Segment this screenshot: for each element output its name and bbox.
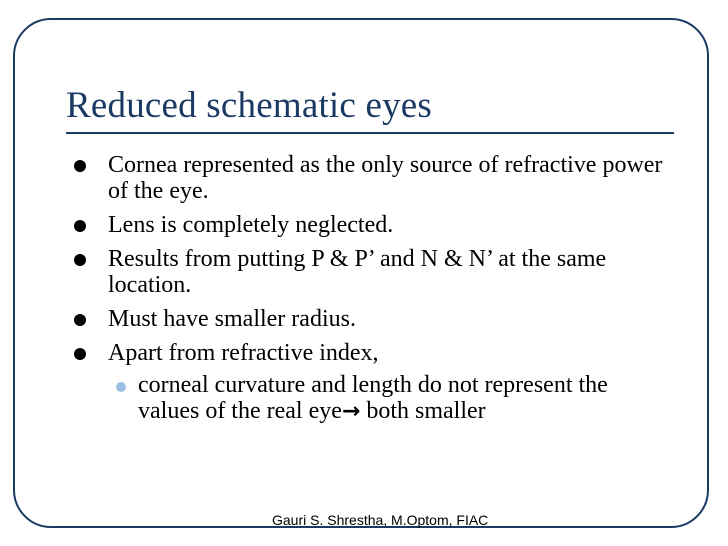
title-underline: [66, 132, 674, 134]
bullet-item: [74, 152, 674, 204]
arrow-right-icon: →: [341, 399, 361, 424]
sub-bullet-dot-icon: [116, 382, 126, 392]
bullet-dot-icon: [74, 160, 86, 172]
bullet-text: Must have smaller radius.: [108, 306, 356, 332]
bullet-dot-icon: [74, 348, 86, 360]
sub-bullet-item: [108, 372, 674, 425]
bullet-dot-icon: [74, 220, 86, 232]
slide-footer: Gauri S. Shrestha, M.Optom, FIAC: [272, 512, 489, 528]
sub-bullet-text-end: both smaller: [366, 398, 486, 424]
slide-title: Reduced schematic eyes: [66, 85, 433, 126]
sub-bullet-text: corneal curvature and length do not represent the values of the real eye: [138, 372, 608, 424]
bullet-list: [74, 152, 674, 425]
bullet-text: Cornea represented as the only source of refractive power of the eye.: [108, 152, 663, 204]
bullet-text: Results from putting P & P’ and N & N’ at the same location.: [108, 246, 607, 298]
bullet-dot-icon: [74, 254, 86, 266]
bullet-item: [74, 212, 674, 238]
sub-bullet-list: [108, 372, 674, 425]
bullet-text: Lens is completely neglected.: [108, 212, 394, 238]
bullet-item: [74, 306, 674, 332]
bullet-item: [74, 340, 674, 425]
bullet-item: [74, 246, 674, 298]
bullet-dot-icon: [74, 314, 86, 326]
bullet-text: Apart from refractive index,: [108, 340, 379, 366]
